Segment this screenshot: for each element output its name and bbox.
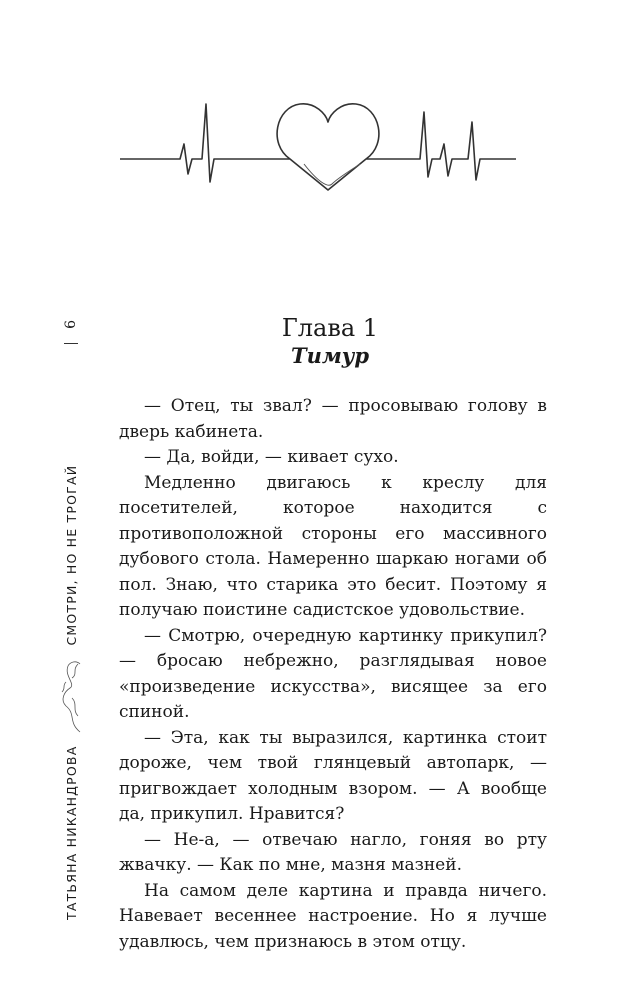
paragraph: — Не-а, — отвечаю нагло, гоняя во рту жвачку. — Как по мне, мазня мазней. <box>119 829 547 875</box>
chapter-body <box>119 394 547 955</box>
paragraph: — Отец, ты звал? — просовываю голову в дверь кабинета. <box>119 396 547 442</box>
paragraph: Медленно двигаюсь к креслу для посетителей, которое находится с противоположной стороны его массивного дубового стола. Намеренно шаркаю ногами об пол. Знаю, что старика это бесит. Поэтому я получаю поистине садистское удовольствие. <box>119 472 547 620</box>
paragraph: На самом деле картина и правда ничего. Навевает весеннее настроение. Но я лучше удавлюсь, чем признаюсь в этом отцу. <box>119 880 547 952</box>
paragraph: — Да, войди, — кивает сухо. <box>144 447 399 467</box>
running-header-author: ТАТЬЯНА НИКАНДРОВА <box>63 745 79 920</box>
chapter-title: Глава 1 <box>281 314 379 342</box>
paragraph: — Смотрю, очередную картинку прикупил? — бросаю небрежно, разглядывая новое «произведение искусства», висящее за его спиной. <box>119 625 547 722</box>
page-number-divider <box>64 343 78 344</box>
heartbeat-heart-icon <box>118 92 518 202</box>
page-number: 6 <box>63 320 79 329</box>
chapter-name: Тимур <box>290 343 370 368</box>
paragraph: — Эта, как ты выразился, картинка стоит дороже, чем твой глянцевый автопарк, — пригвождает холодным взором. — А вообще да, прикупил. Нравится? <box>119 727 547 824</box>
kissing-couple-sketch-icon <box>58 656 84 736</box>
running-header-book-title: СМОТРИ, НО НЕ ТРОГАЙ <box>63 464 79 646</box>
running-header <box>58 320 84 920</box>
